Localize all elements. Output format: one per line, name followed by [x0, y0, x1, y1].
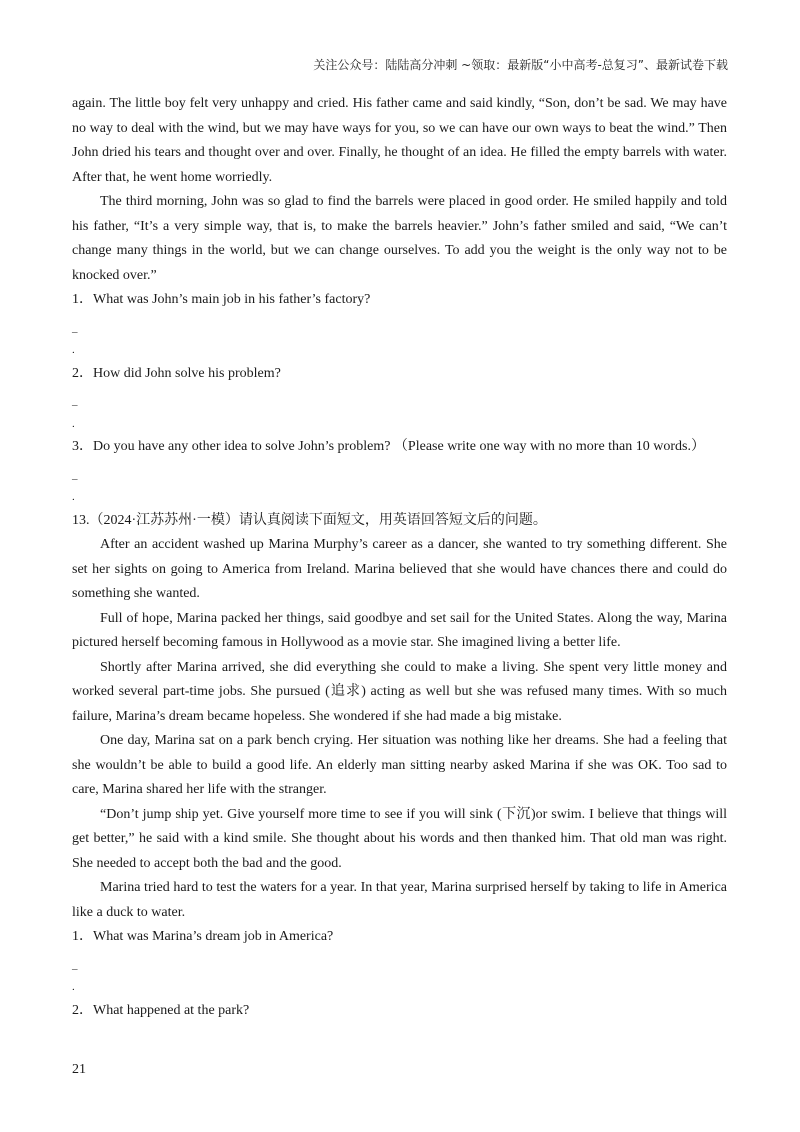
- answer-line-mark: _: [72, 468, 78, 481]
- passage2-paragraph: One day, Marina sat on a park bench crying. Her situation was nothing like her dreams. She had a feeling that she wouldn’t be able to build a good life. An elderly man sitting nearby asked Marina if she was OK. Too sad to care, Marina shared her life with the stranger.: [72, 733, 727, 797]
- answer-line-mark: .: [72, 344, 75, 356]
- passage2-paragraph: After an accident washed up Marina Murphy’s career as a dancer, she wanted to try something different. She set her sights on going to America from Ireland. Marina believed that she would have chances there and could do something she wanted.: [72, 537, 727, 601]
- question-1: 1．What was Marina’s dream job in America?: [72, 929, 334, 944]
- passage2-paragraph: Shortly after Marina arrived, she did everything she could to make a living. She spent very little money and worked several part-time jobs. She pursued (追求) acting as well but she was refused many times. With so much failure, Marina’s dream became hopeless. She wondered if she had made a big mistake.: [72, 659, 727, 724]
- passage1-paragraph: again. The little boy felt very unhappy and cried. His father came and said kindly, “Son, don’t be sad. We may have no way to deal with the wind, but we may have ways for you, so we can have our own ways to beat the wind.” Then John dried his tears and thought over and over. Finally, he thought of an idea. He filled the empty barrels with water. After that, he went home worriedly.: [72, 96, 727, 185]
- answer-line-mark: _: [72, 395, 78, 407]
- document-body: [72, 92, 727, 1023]
- passage2-paragraph: Marina tried hard to test the waters for a year. In that year, Marina surprised herself by taking to life in America like a duck to water.: [72, 880, 727, 920]
- page-number: 21: [72, 1062, 86, 1077]
- question-2: 2．What happened at the park?: [72, 1002, 250, 1018]
- section-13-heading: 13.（2024·江苏苏州·一模）请认真阅读下面短文，用英语回答短文后的问题。: [72, 512, 547, 528]
- page-header: 关注公众号：陆陆高分冲刺 ~领取：最新版“小中高考-总复习”、最新试卷下载: [313, 58, 728, 72]
- answer-line-mark: .: [72, 491, 75, 503]
- passage2-paragraph: “Don’t jump ship yet. Give yourself more time to see if you will sink (下沉)or swim. I believe that things will get better,” he said with a kind smile. She thought about his words and then thanked him. That old man was right. She needed to accept both the bad and the good.: [72, 806, 727, 871]
- passage1-paragraph: The third morning, John was so glad to find the barrels were placed in good order. He smiled happily and told his father, “It’s a very simple way, that is, to make the barrels heavier.” John’s father smiled and said, “We can’t change many things in the world, but we can change ourselves. To add you the weight is the only way not to be knocked over.”: [72, 194, 727, 283]
- question-1: 1．What was John’s main job in his father’s factory?: [72, 292, 371, 307]
- question-3: 3．Do you have any other idea to solve John’s problem? （Please write one way with no more than 10 words.）: [72, 439, 705, 454]
- answer-line-mark: _: [72, 958, 78, 971]
- answer-line-mark: _: [72, 321, 78, 334]
- answer-line-mark: .: [72, 417, 75, 430]
- answer-line-mark: .: [72, 981, 75, 993]
- passage2-paragraph: Full of hope, Marina packed her things, said goodbye and set sail for the United States. Along the way, Marina pictured herself becoming famous in Hollywood as a movie star. She imagined living a better life.: [72, 610, 727, 650]
- question-2: 2．How did John solve his problem?: [72, 365, 281, 381]
